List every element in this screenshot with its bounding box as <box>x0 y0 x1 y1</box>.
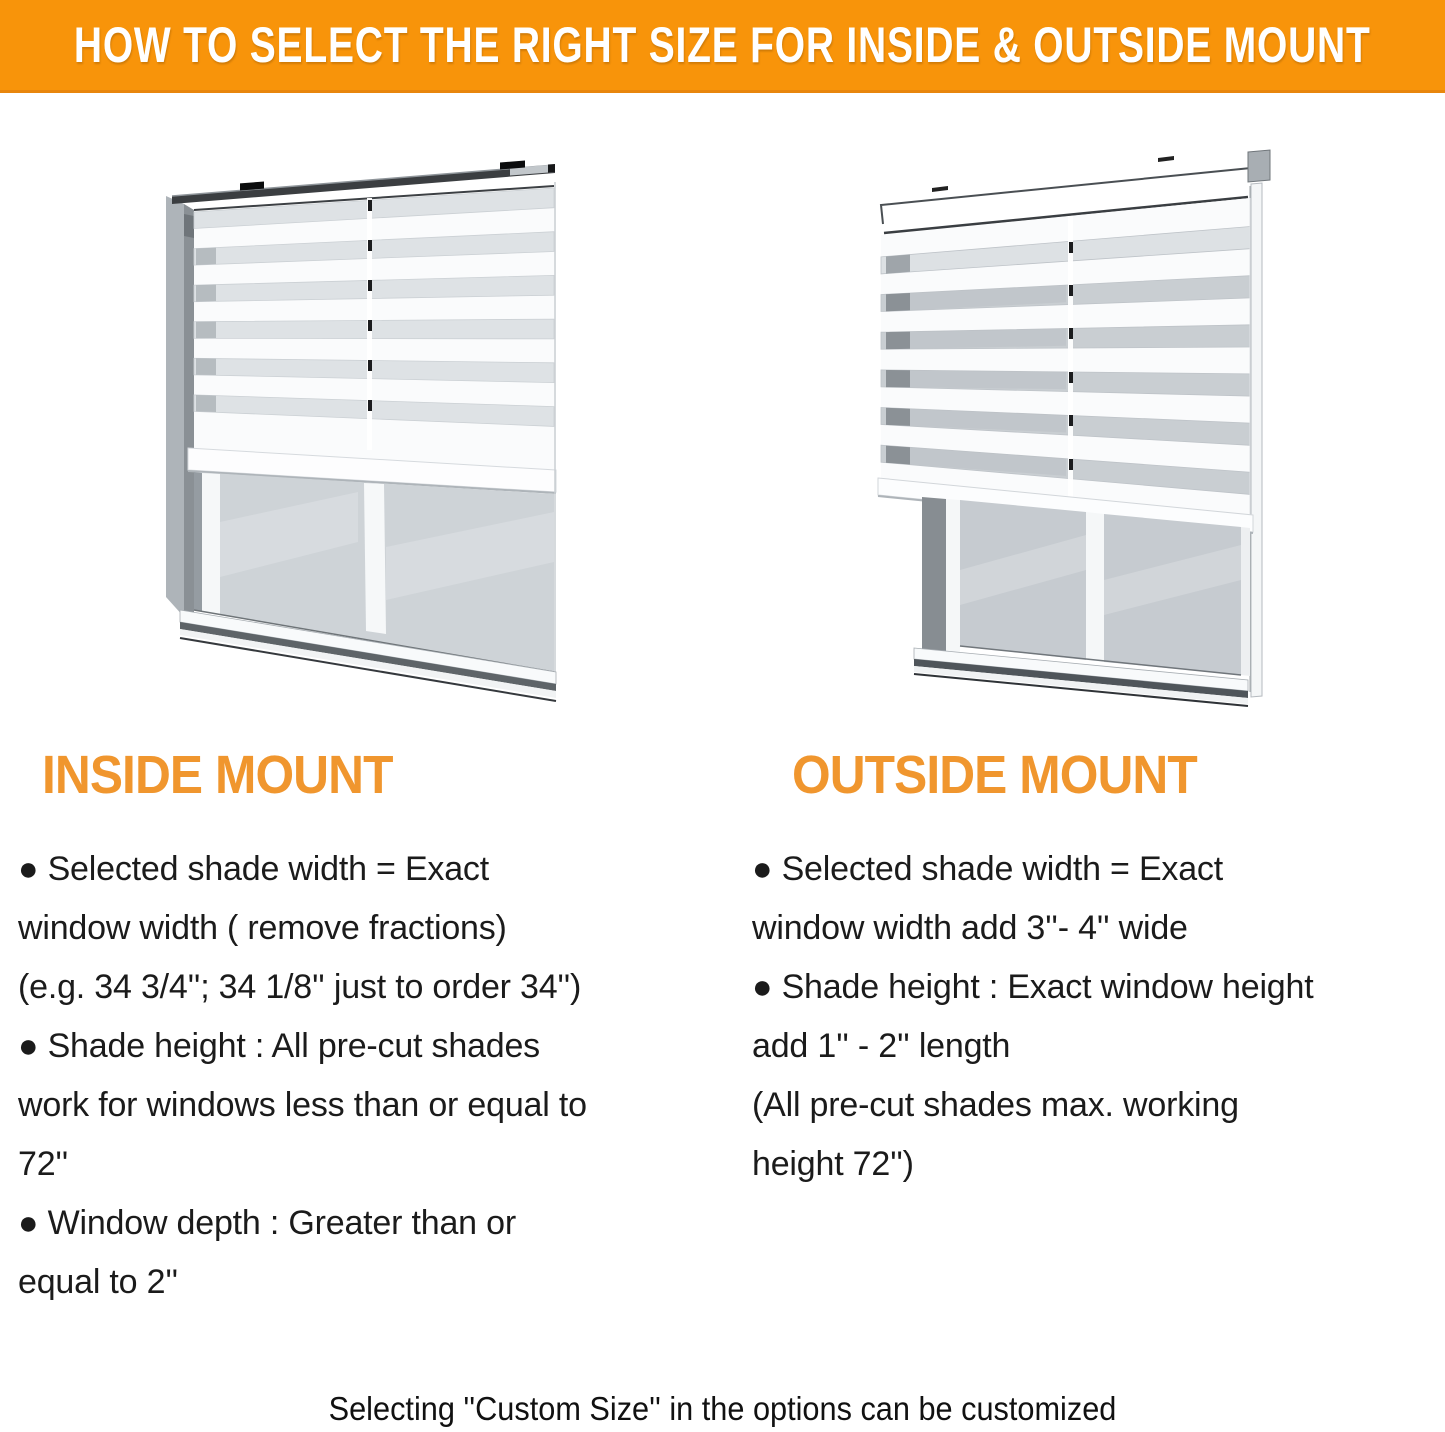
zebra-stripes <box>881 197 1250 515</box>
inside-mount-heading: INSIDE MOUNT <box>42 745 393 805</box>
text-line: (e.g. 34 3/4''; 34 1/8'' just to order 34'') <box>18 968 582 1006</box>
banner <box>0 0 1445 93</box>
zebra-stripes <box>194 186 554 470</box>
outside-mount-illustration <box>856 140 1276 740</box>
text-line: ● Selected shade width = Exact <box>18 850 489 888</box>
text-line: ● Shade height : All pre-cut shades <box>18 1027 540 1065</box>
outside-mount-instructions <box>752 840 1442 1194</box>
text-line: ● Window depth : Greater than or <box>18 1204 516 1242</box>
text-line: ● Selected shade width = Exact <box>752 850 1223 888</box>
text-line: height 72'') <box>752 1145 914 1183</box>
text-line: window width add 3''- 4'' wide <box>752 909 1188 947</box>
footer-note: Selecting ''Custom Size'' in the options can be customized <box>328 1390 1117 1427</box>
window-left-jamb <box>166 196 194 617</box>
text-line: 72'' <box>18 1145 69 1183</box>
inside-mount-instructions <box>18 840 723 1312</box>
outside-mount-heading: OUTSIDE MOUNT <box>792 745 1197 805</box>
center-seam <box>367 198 372 450</box>
text-line: ● Shade height : Exact window height <box>752 968 1314 1006</box>
window-glass <box>922 497 1250 676</box>
text-line: window width ( remove fractions) <box>18 909 507 947</box>
text-line: equal to 2'' <box>18 1263 178 1301</box>
text-line: (All pre-cut shades max. working <box>752 1086 1239 1124</box>
text-line: add 1'' - 2'' length <box>752 1027 1011 1065</box>
center-seam <box>1068 216 1073 502</box>
text-line: work for windows less than or equal to <box>18 1086 587 1124</box>
end-cap <box>1248 150 1270 182</box>
side-rail <box>1250 183 1262 697</box>
banner-title: HOW TO SELECT THE RIGHT SIZE FOR INSIDE & OUTSIDE MOUNT <box>74 17 1371 73</box>
inside-mount-illustration <box>158 152 558 707</box>
